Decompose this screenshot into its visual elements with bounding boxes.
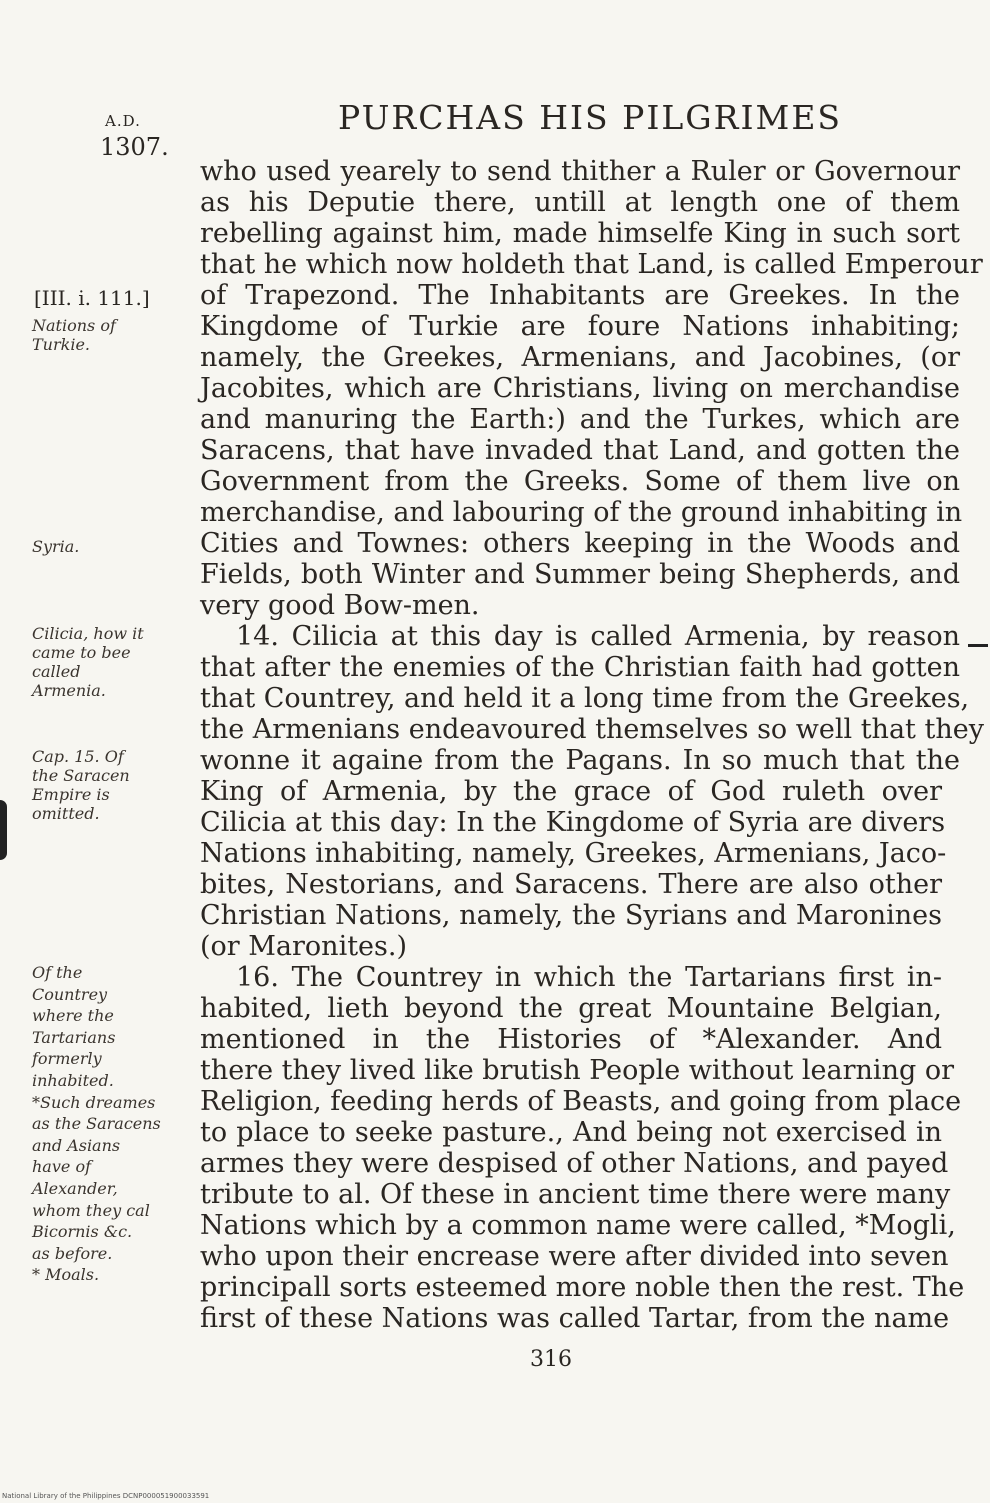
- body-line: very good Bow-men.: [200, 590, 480, 621]
- body-line: merchandise, and labouring of the ground inhabiting in: [200, 497, 963, 528]
- margin-note-syria: [32, 537, 192, 556]
- folio-reference: [III. i. 111.]: [34, 286, 150, 310]
- body-line: bites, Nestorians, and Saracens. There are also other: [200, 869, 942, 900]
- body-line: King of Armenia, by the grace of God ruleth over: [200, 776, 942, 807]
- body-line: principall sorts esteemed more noble then the rest. The: [200, 1272, 965, 1303]
- margin-note-tartarians: [32, 962, 192, 1286]
- margin-note-line: as the Saracens: [32, 1114, 161, 1134]
- margin-note-line: * Moals.: [32, 1265, 100, 1285]
- margin-note-line: Nations of: [32, 316, 116, 335]
- body-line: tribute to al. Of these in ancient time there were many: [200, 1179, 951, 1210]
- margin-note-line: Syria.: [32, 537, 80, 556]
- margin-note-line: Empire is: [32, 785, 110, 804]
- margin-note-nations-of-turkie: [32, 316, 192, 354]
- body-line: of Trapezond. The Inhabitants are Greekes. In the: [200, 280, 960, 311]
- body-line: who upon their encrease were after divided into seven: [200, 1241, 949, 1272]
- body-line: 14. Cilicia at this day is called Armenia, by reason: [236, 621, 960, 652]
- body-line: Religion, feeding herds of Beasts, and going from place: [200, 1086, 962, 1117]
- margin-note-line: called: [32, 662, 81, 681]
- margin-note-line: as before.: [32, 1243, 113, 1263]
- margin-note-line: whom they cal: [32, 1200, 150, 1220]
- margin-note-line: came to bee: [32, 643, 131, 662]
- body-line: Cities and Townes: others keeping in the Woods and: [200, 528, 960, 559]
- body-line: rebelling against him, made himselfe King in such sort: [200, 218, 960, 249]
- year-label: A.D.: [105, 112, 141, 130]
- running-title: PURCHAS HIS PILGRIMES: [338, 98, 843, 137]
- margin-note-line: Alexander,: [32, 1178, 118, 1198]
- body-line: Government from the Greeks. Some of them live on: [200, 466, 960, 497]
- margin-note-cilicia: [32, 624, 192, 700]
- margin-note-line: have of: [32, 1157, 91, 1177]
- margin-note-line: inhabited.: [32, 1070, 114, 1090]
- left-edge-scan-shadow: [0, 800, 7, 860]
- body-line: Christian Nations, namely, the Syrians and Maronines: [200, 900, 942, 931]
- body-line: (or Maronites.): [200, 931, 408, 962]
- body-line: the Armenians endeavoured themselves so well that they: [200, 714, 984, 745]
- body-line: Fields, both Winter and Summer being Shepherds, and: [200, 559, 960, 590]
- body-line: mentioned in the Histories of *Alexander. And: [200, 1024, 942, 1055]
- body-line: Kingdome of Turkie are foure Nations inhabiting;: [200, 311, 960, 342]
- body-line: namely, the Greekes, Armenians, and Jacobines, (or: [200, 342, 960, 373]
- body-line: Jacobites, which are Christians, living on merchandise: [200, 373, 960, 404]
- body-line: first of these Nations was called Tartar, from the name: [200, 1303, 950, 1334]
- body-text: [200, 156, 984, 1334]
- margin-note-line: Tartarians: [32, 1027, 116, 1047]
- body-line: there they lived like brutish People without learning or: [200, 1055, 954, 1086]
- scan-footer: National Library of the Philippines DCNP000051900033591: [2, 1492, 210, 1500]
- body-line: that after the enemies of the Christian faith had gotten: [200, 652, 960, 683]
- margin-note-line: formerly: [32, 1049, 102, 1069]
- body-line: Cilicia at this day: In the Kingdome of Syria are divers: [200, 807, 946, 838]
- body-line: armes they were despised of other Nations, and payed: [200, 1148, 949, 1179]
- body-line: Nations which by a common name were called, *Mogli,: [200, 1210, 956, 1241]
- right-edge-scan-mark: [968, 644, 988, 647]
- body-line: that he which now holdeth that Land, is called Emperour: [200, 249, 983, 280]
- body-line: and manuring the Earth:) and the Turkes, which are: [200, 404, 960, 435]
- body-line: 16. The Countrey in which the Tartarians first in-: [236, 962, 942, 993]
- margin-note-line: Cap. 15. Of: [32, 747, 124, 766]
- margin-note-line: omitted.: [32, 804, 100, 823]
- body-line: to place to seeke pasture., And being not exercised in: [200, 1117, 942, 1148]
- margin-note-line: Armenia.: [32, 681, 106, 700]
- body-line: that Countrey, and held it a long time from the Greekes,: [200, 683, 970, 714]
- body-line: habited, lieth beyond the great Mountaine Belgian,: [200, 993, 942, 1024]
- body-line: as his Deputie there, untill at length one of them: [200, 187, 960, 218]
- margin-note-line: Bicornis &c.: [32, 1222, 133, 1242]
- body-line: Nations inhabiting, namely, Greekes, Armenians, Jaco-: [200, 838, 947, 869]
- margin-note-line: and Asians: [32, 1135, 121, 1155]
- margin-note-line: where the: [32, 1006, 114, 1026]
- margin-note-line: Countrey: [32, 984, 108, 1004]
- year: 1307.: [100, 133, 169, 161]
- page-number: 316: [530, 1347, 572, 1372]
- body-line: who used yearely to send thither a Ruler or Governour: [200, 156, 960, 187]
- body-line: wonne it againe from the Pagans. In so much that the: [200, 745, 960, 776]
- margin-note-line: Cilicia, how it: [32, 624, 144, 643]
- margin-note-line: Of the: [32, 963, 83, 982]
- body-line: Saracens, that have invaded that Land, and gotten the: [200, 435, 960, 466]
- margin-note-line: the Saracen: [32, 766, 130, 785]
- margin-note-line: Turkie.: [32, 335, 90, 354]
- margin-note-line: *Such dreames: [32, 1092, 156, 1112]
- margin-note-cap-15: [32, 747, 192, 823]
